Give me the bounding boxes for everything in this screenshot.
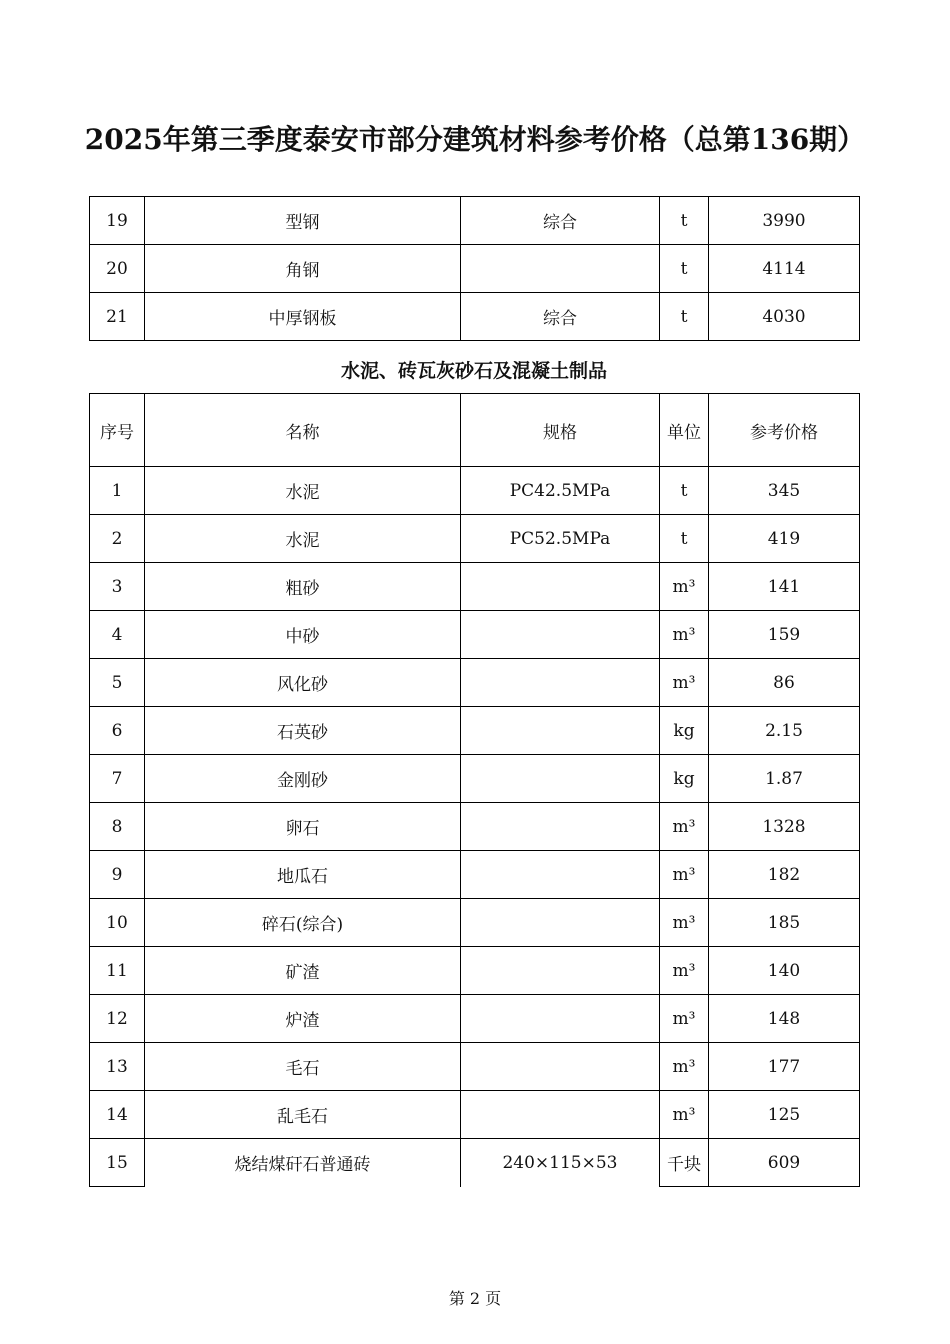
- table-row: [90, 803, 860, 851]
- cell-spec: PC42.5MPa: [461, 467, 660, 515]
- cell-name: 水泥: [145, 515, 461, 563]
- cell-name: 中厚钢板: [145, 293, 461, 341]
- cell-seq: 7: [90, 755, 145, 803]
- cell-price: 140: [709, 947, 860, 995]
- cell-spec: [461, 245, 660, 293]
- cell-unit: kg: [660, 755, 709, 803]
- cell-price: 4114: [709, 245, 860, 293]
- cell-name: 碎石(综合): [145, 899, 461, 947]
- table-row: [90, 995, 860, 1043]
- table-row: [90, 899, 860, 947]
- price-table-continued: [89, 196, 860, 341]
- table-row: [90, 755, 860, 803]
- cell-spec: [461, 803, 660, 851]
- table-row: [90, 467, 860, 515]
- cell-unit: kg: [660, 707, 709, 755]
- cell-price: 177: [709, 1043, 860, 1091]
- cell-spec: [461, 899, 660, 947]
- cell-name: 水泥: [145, 467, 461, 515]
- document-title: 2025年第三季度泰安市部分建筑材料参考价格（总第136期）: [84, 123, 866, 156]
- cell-unit: m³: [660, 803, 709, 851]
- cell-unit: m³: [660, 851, 709, 899]
- cell-price: 1328: [709, 803, 860, 851]
- cell-seq: 12: [90, 995, 145, 1043]
- cell-seq: 13: [90, 1043, 145, 1091]
- cell-seq: 5: [90, 659, 145, 707]
- table-row: [90, 1043, 860, 1091]
- cell-name: 地瓜石: [145, 851, 461, 899]
- cell-spec: [461, 851, 660, 899]
- cell-unit: m³: [660, 1091, 709, 1139]
- table-row: [90, 851, 860, 899]
- cell-unit: t: [660, 467, 709, 515]
- cell-unit: t: [660, 293, 709, 341]
- cell-price: 159: [709, 611, 860, 659]
- table-row: [90, 197, 860, 245]
- cell-name: 石英砂: [145, 707, 461, 755]
- cell-seq: 11: [90, 947, 145, 995]
- cell-price: 2.15: [709, 707, 860, 755]
- cell-name: 中砂: [145, 611, 461, 659]
- cell-seq: 15: [90, 1139, 145, 1187]
- table-row: [90, 659, 860, 707]
- header-spec: 规格: [461, 394, 660, 467]
- price-table-cement-sand-stone: [89, 393, 860, 1187]
- cell-seq: 10: [90, 899, 145, 947]
- cell-seq: 20: [90, 245, 145, 293]
- cell-name: 卵石: [145, 803, 461, 851]
- table-row: [90, 611, 860, 659]
- table-row: [90, 563, 860, 611]
- cell-spec: 综合: [461, 197, 660, 245]
- cell-unit: t: [660, 515, 709, 563]
- cell-spec: PC52.5MPa: [461, 515, 660, 563]
- cell-seq: 4: [90, 611, 145, 659]
- cell-price: 4030: [709, 293, 860, 341]
- cell-name: 型钢: [145, 197, 461, 245]
- table-row: [90, 293, 860, 341]
- cell-name: 风化砂: [145, 659, 461, 707]
- cell-name: 炉渣: [145, 995, 461, 1043]
- cell-unit: m³: [660, 899, 709, 947]
- cell-price: 125: [709, 1091, 860, 1139]
- cell-name: 矿渣: [145, 947, 461, 995]
- table-row: [90, 707, 860, 755]
- cell-name: 角钢: [145, 245, 461, 293]
- cell-spec: [461, 947, 660, 995]
- cell-spec: [461, 755, 660, 803]
- header-name: 名称: [145, 394, 461, 467]
- table-row: [90, 515, 860, 563]
- cell-seq: 3: [90, 563, 145, 611]
- header-price: 参考价格: [709, 394, 860, 467]
- cell-price: 1.87: [709, 755, 860, 803]
- cell-unit: 千块: [660, 1139, 709, 1187]
- cell-price: 182: [709, 851, 860, 899]
- cell-seq: 14: [90, 1091, 145, 1139]
- cell-price: 419: [709, 515, 860, 563]
- cell-name: 毛石: [145, 1043, 461, 1091]
- section-title: 水泥、砖瓦灰砂石及混凝土制品: [340, 360, 607, 382]
- cell-spec: [461, 995, 660, 1043]
- cell-unit: m³: [660, 659, 709, 707]
- cell-price: 345: [709, 467, 860, 515]
- table-row: [90, 1091, 860, 1139]
- cell-price: 185: [709, 899, 860, 947]
- cell-name: 乱毛石: [145, 1091, 461, 1139]
- cell-unit: t: [660, 245, 709, 293]
- cell-seq: 9: [90, 851, 145, 899]
- cell-unit: m³: [660, 611, 709, 659]
- cell-seq: 6: [90, 707, 145, 755]
- cell-spec: 240×115×53: [461, 1139, 660, 1187]
- header-seq: 序号: [90, 394, 145, 467]
- table-header-row: [90, 394, 860, 467]
- cell-spec: [461, 707, 660, 755]
- cell-seq: 8: [90, 803, 145, 851]
- cell-spec: 综合: [461, 293, 660, 341]
- cell-seq: 1: [90, 467, 145, 515]
- cell-spec: [461, 611, 660, 659]
- cell-name: 金刚砂: [145, 755, 461, 803]
- cell-name: 粗砂: [145, 563, 461, 611]
- cell-name: 烧结煤矸石普通砖: [145, 1139, 461, 1187]
- cell-seq: 2: [90, 515, 145, 563]
- table-row: [90, 245, 860, 293]
- cell-unit: m³: [660, 563, 709, 611]
- cell-price: 141: [709, 563, 860, 611]
- cell-spec: [461, 659, 660, 707]
- cell-unit: t: [660, 197, 709, 245]
- table-row: [90, 1139, 860, 1187]
- cell-price: 148: [709, 995, 860, 1043]
- cell-spec: [461, 563, 660, 611]
- cell-spec: [461, 1091, 660, 1139]
- cell-price: 609: [709, 1139, 860, 1187]
- cell-seq: 19: [90, 197, 145, 245]
- cell-unit: m³: [660, 995, 709, 1043]
- cell-price: 3990: [709, 197, 860, 245]
- header-unit: 单位: [660, 394, 709, 467]
- cell-price: 86: [709, 659, 860, 707]
- cell-unit: m³: [660, 947, 709, 995]
- table-row: [90, 947, 860, 995]
- cell-seq: 21: [90, 293, 145, 341]
- page-number: 第 2 页: [448, 1289, 502, 1308]
- cell-spec: [461, 1043, 660, 1091]
- cell-unit: m³: [660, 1043, 709, 1091]
